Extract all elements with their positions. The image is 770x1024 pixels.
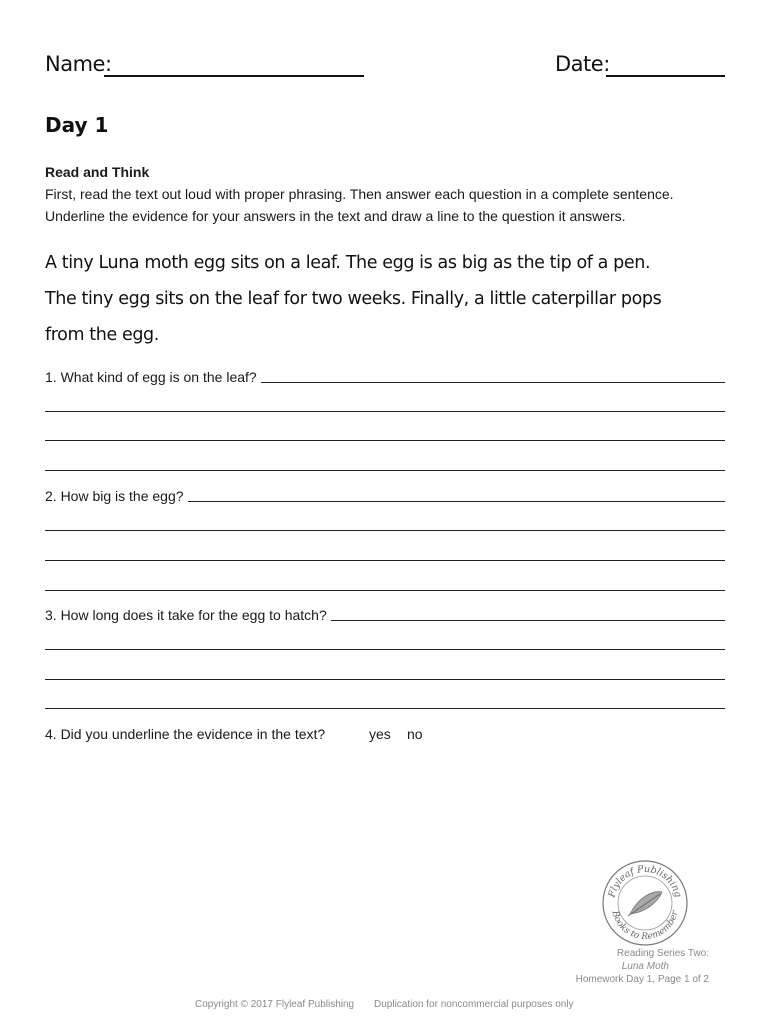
- answer-line[interactable]: [45, 679, 725, 680]
- page-info: Homework Day 1, Page 1 of 2: [575, 974, 709, 985]
- date-label: Date:: [555, 52, 610, 76]
- duplication-notice: Duplication for noncommercial purposes only: [374, 999, 574, 1010]
- section-title: Read and Think: [45, 164, 150, 180]
- answer-line[interactable]: [45, 560, 725, 561]
- answer-line[interactable]: [45, 590, 725, 591]
- instructions: First, read the text out loud with proper phrasing. Then answer each question in a complete sentence. Underline the evidence for your answers in the text and draw a line to the question it answers.: [45, 186, 674, 224]
- day-title: Day 1: [45, 113, 109, 137]
- story-line-2: The tiny egg sits on the leaf for two weeks. Finally, a little caterpillar pops: [45, 289, 662, 309]
- story-line-1: A tiny Luna moth egg sits on a leaf. The egg is as big as the tip of a pen.: [45, 253, 651, 273]
- copyright: Copyright © 2017 Flyleaf Publishing: [195, 999, 355, 1010]
- answer-line[interactable]: [45, 411, 725, 412]
- answer-line[interactable]: [45, 649, 725, 650]
- question-1: 1. What kind of egg is on the leaf?: [45, 369, 261, 385]
- no-option[interactable]: no: [407, 726, 423, 742]
- question-2: 2. How big is the egg?: [45, 488, 188, 504]
- book-title: Luna Moth: [621, 961, 669, 972]
- feather-icon: [628, 892, 662, 916]
- answer-line[interactable]: [45, 470, 725, 471]
- name-label: Name:: [45, 52, 112, 76]
- story-line-3: from the egg.: [45, 325, 159, 345]
- answer-line[interactable]: [45, 440, 725, 441]
- publisher-logo: [600, 858, 690, 948]
- logo-text-bottom: Books to Remember: [609, 909, 681, 943]
- question-4: 4. Did you underline the evidence in the text?: [45, 726, 329, 742]
- yes-option[interactable]: yes: [369, 726, 391, 742]
- svg-text:Flyleaf Publishing: [606, 864, 683, 900]
- question-3: 3. How long does it take for the egg to hatch?: [45, 607, 331, 623]
- logo-text-top: Flyleaf Publishing: [606, 863, 684, 899]
- answer-line[interactable]: [45, 708, 725, 709]
- answer-line[interactable]: [45, 530, 725, 531]
- name-field[interactable]: [104, 75, 364, 77]
- date-field[interactable]: [606, 75, 725, 77]
- series-label: Reading Series Two:: [616, 948, 709, 959]
